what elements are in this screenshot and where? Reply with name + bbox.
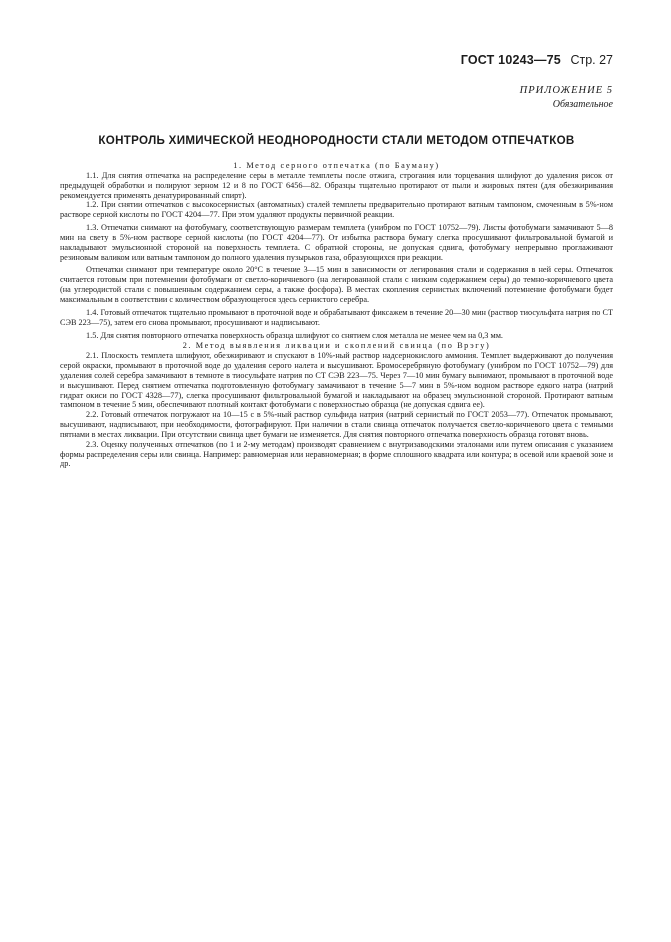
paragraph-1-3: 1.3. Отпечатки снимают на фотобумагу, соответствующую размерам темплета (унибром по ГОСТ 10752—79). Листы фотобумаги замачивают 5—8 мин на свету в 5%-ном растворе серной кислоты (по ГОСТ 4204—77). От избытка раствора бумагу слегка просушивают фильтровальной бумагой и накладывают эмульсионной стороной на поверхность темплета. С обратной стороны, не допуская сдвига, фотобумагу непрерывно проглаживают резиновым валиком или ватным тампоном до полного удаления пузырьков газа, образующихся при реакции. [60, 223, 613, 262]
page-number: Стр. 27 [570, 53, 613, 67]
paragraph-2-1: 2.1. Плоскость темплета шлифуют, обезжиривают и спускают в 10%-ный раствор надсернокислого аммония. Темплет выдерживают до получения серой окраски, промывают в проточной воде до удаления серого налета и высушивают. Бромосеребряную фотобумагу (унибром по ГОСТ 10752—79) для удаления солей серебра замачивают в темноте в тиосульфате натрия по СТ СЭВ 223—75. Через 7—10 мин бумагу вынимают, промывают в проточной воде и высушивают. Перед снятием отпечатка подготовленную фотобумагу замачивают в течение 5—7 мин в 5%-ном водном растворе едкого натра (натрий гидрат окиси по ГОСТ 4328—77), слегка просушивают фильтровальной бумагой и накладывают на образец эмульсионной стороной. Протирают ватным тампоном в течение 5 мин, обеспечивают плотный контакт фотобумаги с поверхностью образца (не допуская сдвига ее). [60, 351, 613, 410]
appendix-status: Обязательное [552, 99, 613, 110]
page-header [461, 53, 613, 67]
document-title: КОНТРОЛЬ ХИМИЧЕСКОЙ НЕОДНОРОДНОСТИ СТАЛИ МЕТОДОМ ОТПЕЧАТКОВ [98, 134, 575, 147]
paragraph-1-3-cont: Отпечатки снимают при температуре около 20°С в течение 3—15 мин в зависимости от легирования стали и содержания в ней серы. Отпечаток считается готовым при потемнении фотобумаги от светло-коричневого (на легированной стали с низким содержанием серы) до темно-коричневого цвета (на углеродистой стали с повышенным содержанием серы, а также фосфора). В местах скопления сернистых включений потемнение фотобумаги будет максимальным в соответствии с количеством образующегося здесь сернистого серебра. [60, 265, 613, 304]
appendix-title: ПРИЛОЖЕНИЕ 5 [519, 85, 613, 96]
section-heading-2: 2. Метод выявления ликвации и скоплений свинца (по Врэгу) [182, 341, 491, 351]
standard-number: ГОСТ 10243—75 [460, 53, 561, 67]
paragraph-1-1: 1.1. Для снятия отпечатка на распределение серы в металле темплеты после отжига, строгания или торцевания шлифуют до удаления рисок от предыдущей обработки и полируют зерном 12 и 8 по ГОСТ 6456—82. Образцы тщательно протирают от пыли и жировых пятен (для обезжиривания рекомендуется применять денатурированный спирт). [60, 170, 613, 200]
document-body [60, 160, 613, 469]
section-heading-1: 1. Метод серного отпечатка (по Бауману) [233, 161, 440, 170]
paragraph-2-3: 2.3. Оценку полученных отпечатков (по 1 и 2-му методам) производят сравнением с внутризаводскими эталонами или путем описания с указанием формы распределения серы или свинца. Например: равномерная или неравномерная; в форме сплошного квадрата или контура; в осевой или краевой зоне и др. [60, 439, 613, 469]
paragraph-1-4: 1.4. Готовый отпечаток тщательно промывают в проточной воде и обрабатывают фиксажем в течение 20—30 мин (раствор тиосульфата натрия по СТ СЭВ 223—75), затем его снова промывают, просушивают и надписывают. [60, 307, 613, 327]
paragraph-1-2: 1.2. При снятии отпечатков с высокосернистых (автоматных) сталей темплеты предварительно протирают ватным тампоном, смоченным в 5%-ном растворе серной кислоты по ГОСТ 4204—77. При этом удаляют продукты первичной реакции. [60, 200, 613, 220]
appendix-label [520, 84, 613, 112]
paragraph-1-5: 1.5. Для снятия повторного отпечатка поверхность образца шлифуют со снятием слоя металла не менее чем на 0,3 мм. [86, 330, 503, 340]
paragraph-2-2: 2.2. Готовый отпечаток погружают на 10—15 с в 5%-ный раствор сульфида натрия (натрий сернистый по ГОСТ 2053—77). Отпечаток промывают, высушивают, надписывают, при необходимости, фотографируют. При наличии в стали свинца отпечаток получается светло-коричневого цвета с темными пятнами в местах ликвации. При отсутствии свинца цвет бумаги не изменяется. Для снятия повторного отпечатка поверхность образца готовят вновь. [60, 410, 613, 439]
